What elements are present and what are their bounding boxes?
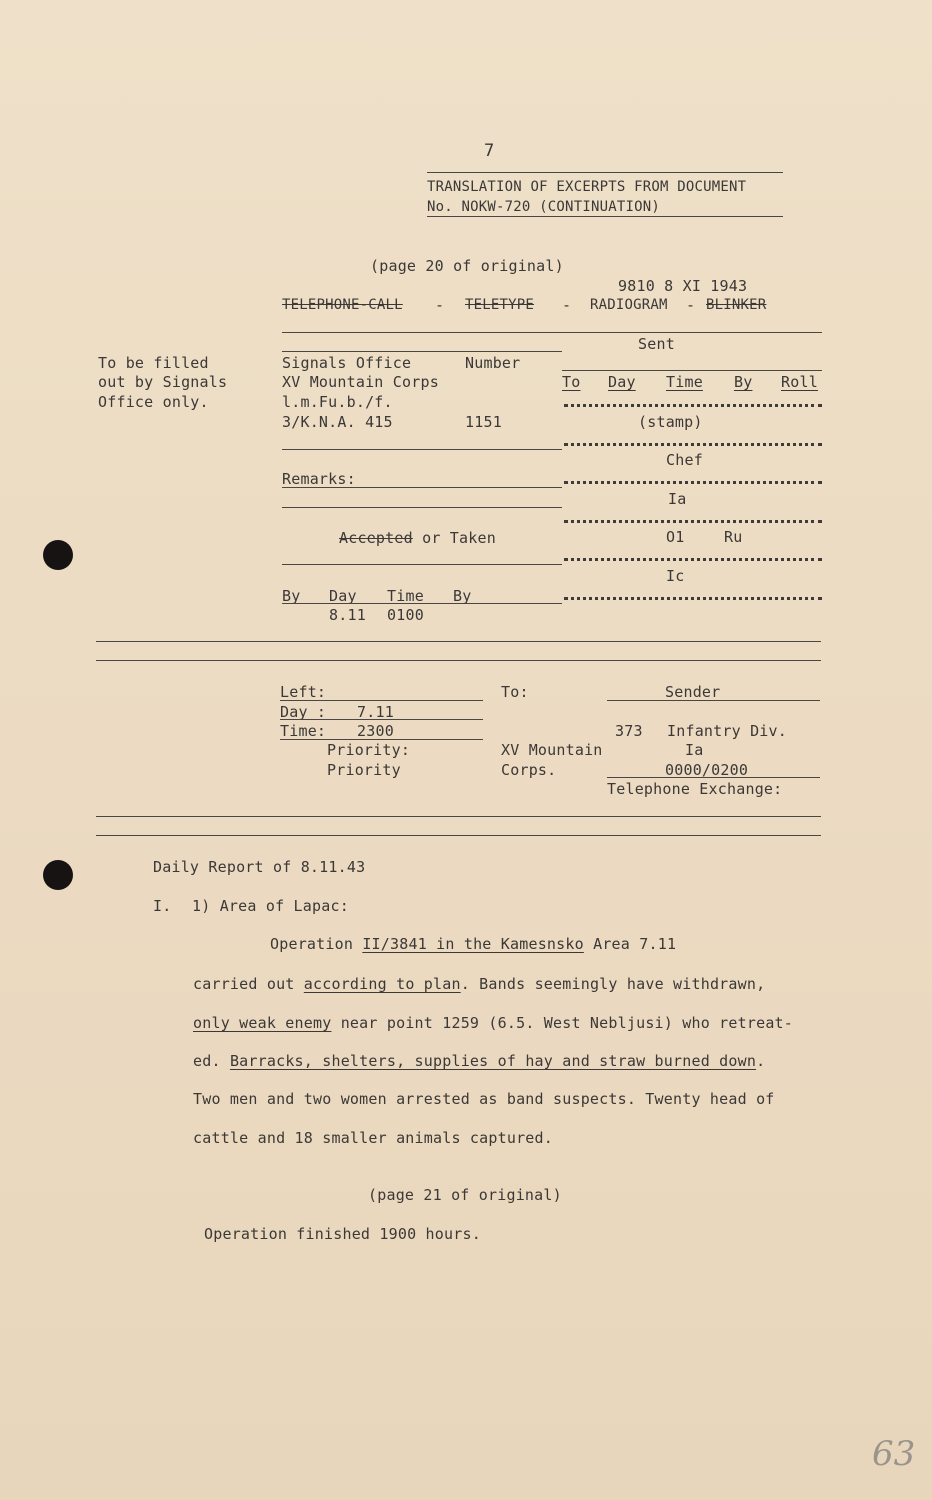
header-rule-top bbox=[427, 172, 783, 173]
sent-col-by: By bbox=[734, 373, 753, 391]
sender-time: 0000/0200 bbox=[665, 761, 749, 779]
header-title: TRANSLATION OF EXCERPTS FROM DOCUMENT bbox=[427, 179, 747, 195]
time-label: Time bbox=[387, 587, 424, 605]
accepted-struck: Accepted bbox=[339, 529, 413, 547]
sender-ia: Ia bbox=[685, 741, 704, 759]
remarks-rule bbox=[282, 507, 562, 508]
underlined-text: II/3841 in the Kamesnsko bbox=[362, 935, 584, 953]
dotted-line bbox=[564, 481, 822, 488]
underlined-text: only weak enemy bbox=[193, 1014, 332, 1032]
number-label: Number bbox=[465, 354, 521, 372]
priority-value: Priority bbox=[327, 761, 401, 779]
remarks-rule bbox=[282, 487, 562, 488]
page-reference-21: (page 21 of original) bbox=[368, 1186, 562, 1204]
type-blinker-struck: BLINKER bbox=[706, 297, 767, 313]
report-line-6: cattle and 18 smaller animals captured. bbox=[193, 1129, 553, 1147]
page-number: 7 bbox=[484, 141, 495, 161]
left-rule bbox=[280, 739, 483, 740]
dotted-line bbox=[564, 443, 822, 450]
sent-col-day: Day bbox=[608, 373, 636, 391]
stamp-note: (stamp) bbox=[638, 413, 703, 431]
left-time-label: Time: bbox=[280, 722, 327, 740]
form-rule bbox=[282, 564, 562, 565]
operation-finished: Operation finished 1900 hours. bbox=[204, 1225, 481, 1243]
dotted-line bbox=[564, 520, 822, 527]
section-divider bbox=[96, 660, 821, 661]
remarks-label: Remarks: bbox=[282, 470, 356, 488]
report-title: Daily Report of 8.11.43 bbox=[153, 858, 366, 876]
report-line-3 bbox=[193, 1014, 793, 1032]
header-subtitle: No. NOKW-720 (CONTINUATION) bbox=[427, 199, 660, 215]
left-day: 7.11 bbox=[357, 703, 394, 721]
page-reference-20: (page 20 of original) bbox=[370, 257, 564, 275]
received-time: 0100 bbox=[387, 606, 424, 624]
signals-note: To be filled bbox=[98, 354, 209, 372]
taken-label: or Taken bbox=[422, 529, 496, 547]
sender-unit-number: 373 bbox=[615, 722, 643, 740]
dotted-line bbox=[564, 597, 822, 604]
type-radiogram: RADIOGRAM bbox=[590, 297, 668, 313]
accepted-or-taken bbox=[339, 529, 496, 547]
text-span: . bbox=[756, 1052, 766, 1070]
form-rule bbox=[282, 449, 562, 450]
priority-label: Priority: bbox=[327, 741, 411, 759]
signals-note: Office only. bbox=[98, 393, 209, 411]
telephone-exchange: Telephone Exchange: bbox=[607, 780, 783, 798]
text-span: . Bands seemingly have withdrawn, bbox=[460, 975, 766, 993]
type-separator: - bbox=[562, 296, 572, 314]
reference-code: 3/K.N.A. 415 bbox=[282, 413, 393, 431]
sent-col-time: Time bbox=[666, 373, 703, 391]
report-line-2 bbox=[193, 975, 765, 993]
signals-office-label: Signals Office bbox=[282, 354, 412, 372]
text-span: Operation bbox=[270, 935, 354, 953]
report-section-number: I. bbox=[153, 897, 172, 915]
text-span: ed. bbox=[193, 1052, 221, 1070]
left-rule bbox=[280, 700, 483, 701]
to-label: To: bbox=[501, 683, 529, 701]
routing-chef: Chef bbox=[666, 451, 703, 469]
report-section-heading: 1) Area of Lapac: bbox=[192, 897, 349, 915]
left-rule bbox=[280, 719, 483, 720]
type-telephone-struck: TELEPHONE-CALL bbox=[282, 297, 403, 313]
type-teletype-struck: TELETYPE bbox=[465, 297, 535, 313]
sender-label: Sender bbox=[665, 683, 721, 701]
section-divider bbox=[96, 641, 821, 642]
section-divider bbox=[96, 816, 821, 817]
form-rule bbox=[282, 332, 822, 333]
type-separator: - bbox=[686, 296, 696, 314]
report-line-5: Two men and two women arrested as band suspects. Twenty head of bbox=[193, 1090, 775, 1108]
dotted-line bbox=[564, 404, 822, 411]
by-label: By bbox=[453, 587, 472, 605]
routing-ia: Ia bbox=[668, 490, 687, 508]
report-line-1 bbox=[270, 935, 676, 953]
sent-col-to: To bbox=[562, 373, 581, 391]
text-span: Area 7.11 bbox=[593, 935, 677, 953]
left-day-label: Day : bbox=[280, 703, 327, 721]
sent-label: Sent bbox=[638, 335, 675, 353]
to-corps: Corps. bbox=[501, 761, 557, 779]
text-span: near point 1259 (6.5. West Nebljusi) who retreat- bbox=[340, 1014, 794, 1032]
routing-ru: Ru bbox=[724, 528, 743, 546]
report-line-4 bbox=[193, 1052, 765, 1070]
handwritten-page-number: 63 bbox=[872, 1434, 916, 1474]
to-corps: XV Mountain bbox=[501, 741, 603, 759]
sent-rule bbox=[562, 370, 822, 371]
by-row-rule bbox=[282, 603, 562, 604]
message-number: 1151 bbox=[465, 413, 502, 431]
by-label: By bbox=[282, 587, 301, 605]
left-time: 2300 bbox=[357, 722, 394, 740]
underlined-text: according to plan bbox=[303, 975, 461, 993]
day-label: Day bbox=[329, 587, 357, 605]
left-label: Left: bbox=[280, 683, 327, 701]
corps-name: XV Mountain Corps bbox=[282, 373, 439, 391]
received-day: 8.11 bbox=[329, 606, 366, 624]
dotted-line bbox=[564, 558, 822, 565]
sender-unit: Infantry Div. bbox=[667, 722, 787, 740]
section-divider bbox=[96, 835, 821, 836]
routing-ic: Ic bbox=[666, 567, 685, 585]
sender-rule bbox=[607, 777, 820, 778]
text-span: carried out bbox=[193, 975, 295, 993]
header-rule-bottom bbox=[427, 216, 783, 217]
sent-col-roll: Roll bbox=[781, 373, 818, 391]
type-separator: - bbox=[435, 296, 445, 314]
punch-hole bbox=[43, 540, 73, 570]
underlined-text: Barracks, shelters, supplies of hay and straw burned down bbox=[229, 1052, 757, 1070]
sender-rule bbox=[607, 700, 820, 701]
form-rule bbox=[282, 351, 562, 352]
date-time-group: 9810 8 XI 1943 bbox=[618, 277, 748, 295]
punch-hole bbox=[43, 860, 73, 890]
signals-note: out by Signals bbox=[98, 373, 228, 391]
routing-o1: O1 bbox=[666, 528, 685, 546]
unit-code: l.m.Fu.b./f. bbox=[282, 393, 393, 411]
